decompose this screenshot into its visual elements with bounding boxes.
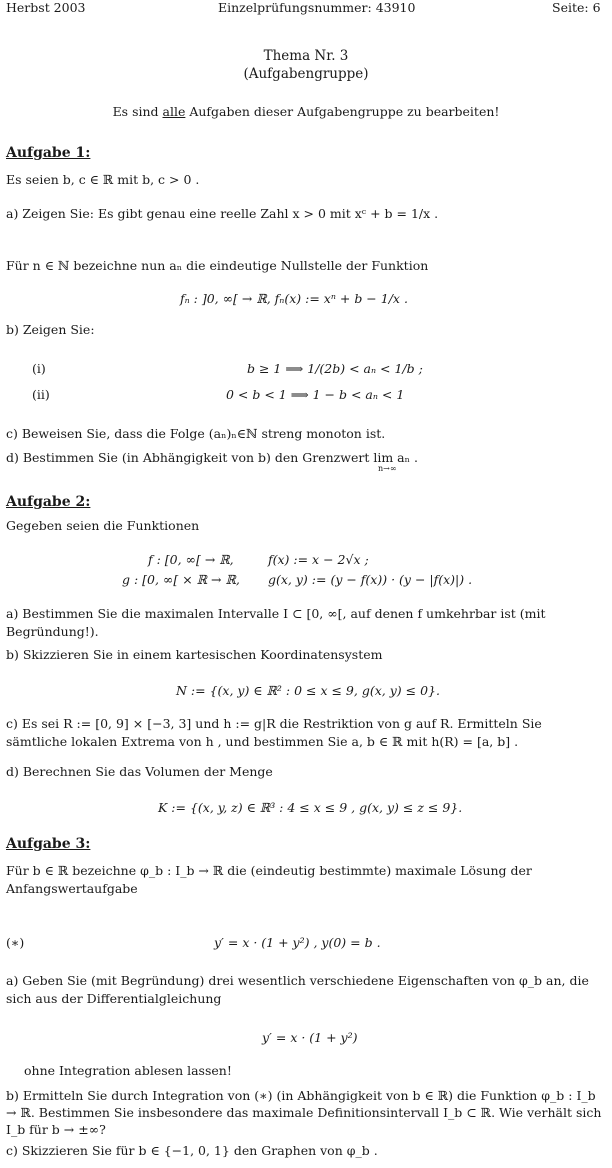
- task2-part-a: a) Bestimmen Sie die maximalen Intervalle I ⊂ [0, ∞[, auf denen f umkehrbar ist (mit Begründung!).: [6, 606, 546, 639]
- task1-b-i-label: (i): [32, 361, 46, 376]
- task1-part-d: d) Bestimmen Sie (in Abhängigkeit von b) den Grenzwert lim aₙ .: [6, 450, 418, 465]
- task2-part-b: b) Skizzieren Sie in einem kartesischen Koordinatensystem: [6, 647, 383, 662]
- task2-set-K: K := {(x, y, z) ∈ ℝ³ : 4 ≤ x ≤ 9 , g(x, y) ≤ z ≤ 9}.: [158, 800, 463, 815]
- task3-part-a: a) Geben Sie (mit Begründung) drei wesentlich verschiedene Eigenschaften von φ_b an, die sich aus der Differentialgleichung: [6, 973, 589, 1006]
- task1-heading: Aufgabe 1:: [6, 145, 91, 161]
- header-center: Einzelprüfungsnummer: 43910: [218, 0, 416, 15]
- task3-heading: Aufgabe 3:: [6, 836, 91, 852]
- task2-f-domain: f : [0, ∞[ → ℝ,: [148, 552, 234, 567]
- instruction: [0, 104, 612, 119]
- task3-ivp: y′ = x · (1 + y²) , y(0) = b .: [214, 935, 381, 950]
- task3-part-b: b) Ermitteln Sie durch Integration von (∗) (in Abhängigkeit von b ∈ ℝ) die Funktion φ_b : I_b → ℝ. Bestimmen Sie insbesondere das maximale Definitionsintervall I_b ⊂ ℝ. Wie verhält sich I_b für b → ±∞?: [6, 1088, 602, 1137]
- task2-g-def: g(x, y) := (y − f(x)) · (y − |f(x)|) .: [268, 572, 473, 587]
- task1-part-a: a) Zeigen Sie: Es gibt genau eine reelle Zahl x > 0 mit xᶜ + b = 1/x .: [6, 206, 439, 221]
- task3-part-a-tail: ohne Integration ablesen lassen!: [24, 1063, 232, 1078]
- task1-limit-subscript: n→∞: [378, 464, 397, 473]
- task1-b-ii-label: (ii): [32, 387, 50, 402]
- task3-ode: y′ = x · (1 + y²): [262, 1030, 358, 1045]
- task1-premise: Es seien b, c ∈ ℝ mit b, c > 0 .: [6, 172, 200, 187]
- header-right: Seite: 6: [552, 0, 601, 15]
- task2-heading: Aufgabe 2:: [6, 494, 91, 510]
- task1-function-fn: fₙ : ]0, ∞[ → ℝ, fₙ(x) := xⁿ + b − 1/x .: [180, 291, 408, 306]
- theme-subtitle: (Aufgabengruppe): [243, 66, 369, 82]
- task1-part-c: c) Beweisen Sie, dass die Folge (aₙ)ₙ∈ℕ streng monoton ist.: [6, 426, 386, 441]
- task2-part-d: d) Berechnen Sie das Volumen der Menge: [6, 764, 273, 779]
- task1-b-i-formula: b ≥ 1 ⟹ 1/(2b) < aₙ < 1/b ;: [247, 361, 423, 376]
- instruction-underlined: alle: [162, 104, 186, 119]
- task2-set-N: N := {(x, y) ∈ ℝ² : 0 ≤ x ≤ 9, g(x, y) ≤ 0}.: [176, 683, 440, 698]
- instruction-pre: Es sind: [112, 104, 163, 119]
- task3-intro: Für b ∈ ℝ bezeichne φ_b : I_b → ℝ die (eindeutig bestimmte) maximale Lösung der Anfangswertaufgabe: [6, 863, 532, 896]
- task2-f-def: f(x) := x − 2√x ;: [268, 552, 369, 567]
- theme-title: Thema Nr. 3: [263, 48, 349, 64]
- task3-part-c: c) Skizzieren Sie für b ∈ {−1, 0, 1} den Graphen von φ_b .: [6, 1143, 378, 1158]
- task2-part-c: c) Es sei R := [0, 9] × [−3, 3] und h := g|R die Restriktion von g auf R. Ermitteln Sie sämtliche lokalen Extrema von h , und bestimmen Sie a, b ∈ ℝ mit h(R) = [a, b] .: [6, 716, 542, 749]
- task1-part-b: b) Zeigen Sie:: [6, 322, 95, 337]
- task1-b-ii-formula: 0 < b < 1 ⟹ 1 − b < aₙ < 1: [226, 387, 405, 402]
- header-left: Herbst 2003: [6, 0, 86, 15]
- task3-star-label: (∗): [6, 935, 25, 950]
- task2-intro: Gegeben seien die Funktionen: [6, 518, 200, 533]
- instruction-post: Aufgaben dieser Aufgabengruppe zu bearbeiten!: [185, 104, 500, 119]
- task1-def-an: Für n ∈ ℕ bezeichne nun aₙ die eindeutige Nullstelle der Funktion: [6, 258, 429, 273]
- task2-g-domain: g : [0, ∞[ × ℝ → ℝ,: [122, 572, 240, 587]
